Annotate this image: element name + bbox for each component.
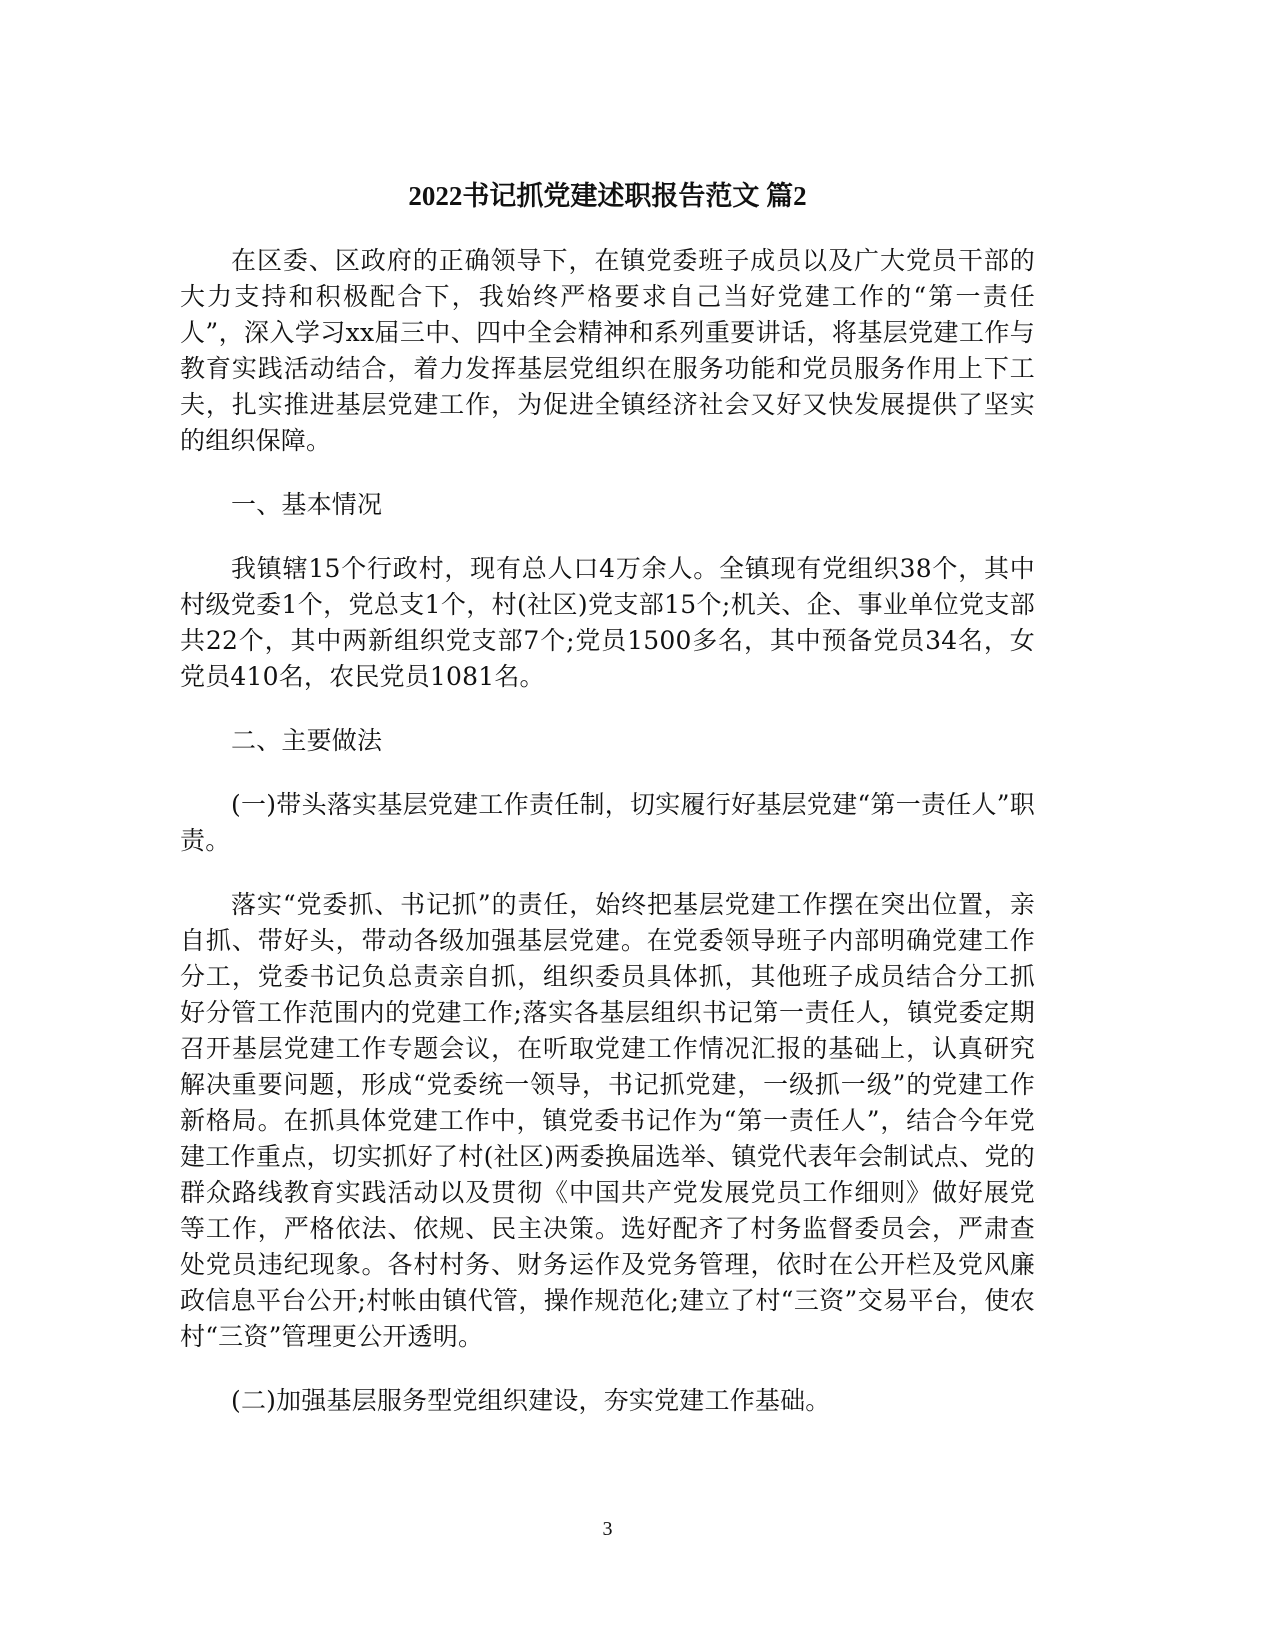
document-title: 2022书记抓党建述职报告范文 篇2 [408,181,807,211]
paragraph-responsibility: 落实“党委抓、书记抓”的责任，始终把基层党建工作摆在突出位置，亲自抓、带好头，带动各级加强基层党建。在党委领导班子内部明确党建工作分工，党委书记负总责亲自抓，组织委员具体抓，其他班子成员结合分工抓好分管工作范围内的党建工作;落实各基层组织书记第一责任人，镇党委定期召开基层党建工作专题会议，在听取党建工作情况汇报的基础上，认真研究解决重要问题，形成“党委统一领导，书记抓党建，一级抓一级”的党建工作新格局。在抓具体党建工作中，镇党委书记作为“第一责任人”，结合今年党建工作重点，切实抓好了村(社区)两委换届选举、镇党代表年会制试点、党的群众路线教育实践活动以及贯彻《中国共产党发展党员工作细则》做好展党等工作，严格依法、依规、民主决策。选好配齐了村务监督委员会，严肃查处党员违纪现象。各村村务、财务运作及党务管理，依时在公开栏及党风廉政信息平台公开;村帐由镇代管，操作规范化;建立了村“三资”交易平台，使农村“三资”管理更公开透明。 [180,890,1035,1351]
section-heading-basic-situation: 一、基本情况 [231,490,383,519]
paragraph-basic-situation: 我镇辖15个行政村，现有总人口4万余人。全镇现有党组织38个，其中村级党委1个，党总支1个，村(社区)党支部15个;机关、企、事业单位党支部共22个，其中两新组织党支部7个;党员1500多名，其中预备党员34名，女党员410名，农民党员1081名。 [180,554,1035,691]
page-number: 3 [602,1518,613,1540]
document-page [180,0,1035,1650]
subsection-heading-1: (一)带头落实基层党建工作责任制，切实履行好基层党建“第一责任人”职责。 [180,790,1035,855]
document-body [180,243,1035,1447]
section-heading-main-practices: 二、主要做法 [231,726,383,755]
paragraph-intro: 在区委、区政府的正确领导下，在镇党委班子成员以及广大党员干部的大力支持和积极配合下，我始终严格要求自己当好党建工作的“第一责任人”，深入学习xx届三中、四中全会精神和系列重要讲话，将基层党建工作与教育实践活动结合，着力发挥基层党组织在服务功能和党员服务作用上下工夫，扎实推进基层党建工作，为促进全镇经济社会又好又快发展提供了坚实的组织保障。 [180,246,1035,455]
subsection-heading-2: (二)加强基层服务型党组织建设，夯实党建工作基础。 [231,1386,831,1415]
